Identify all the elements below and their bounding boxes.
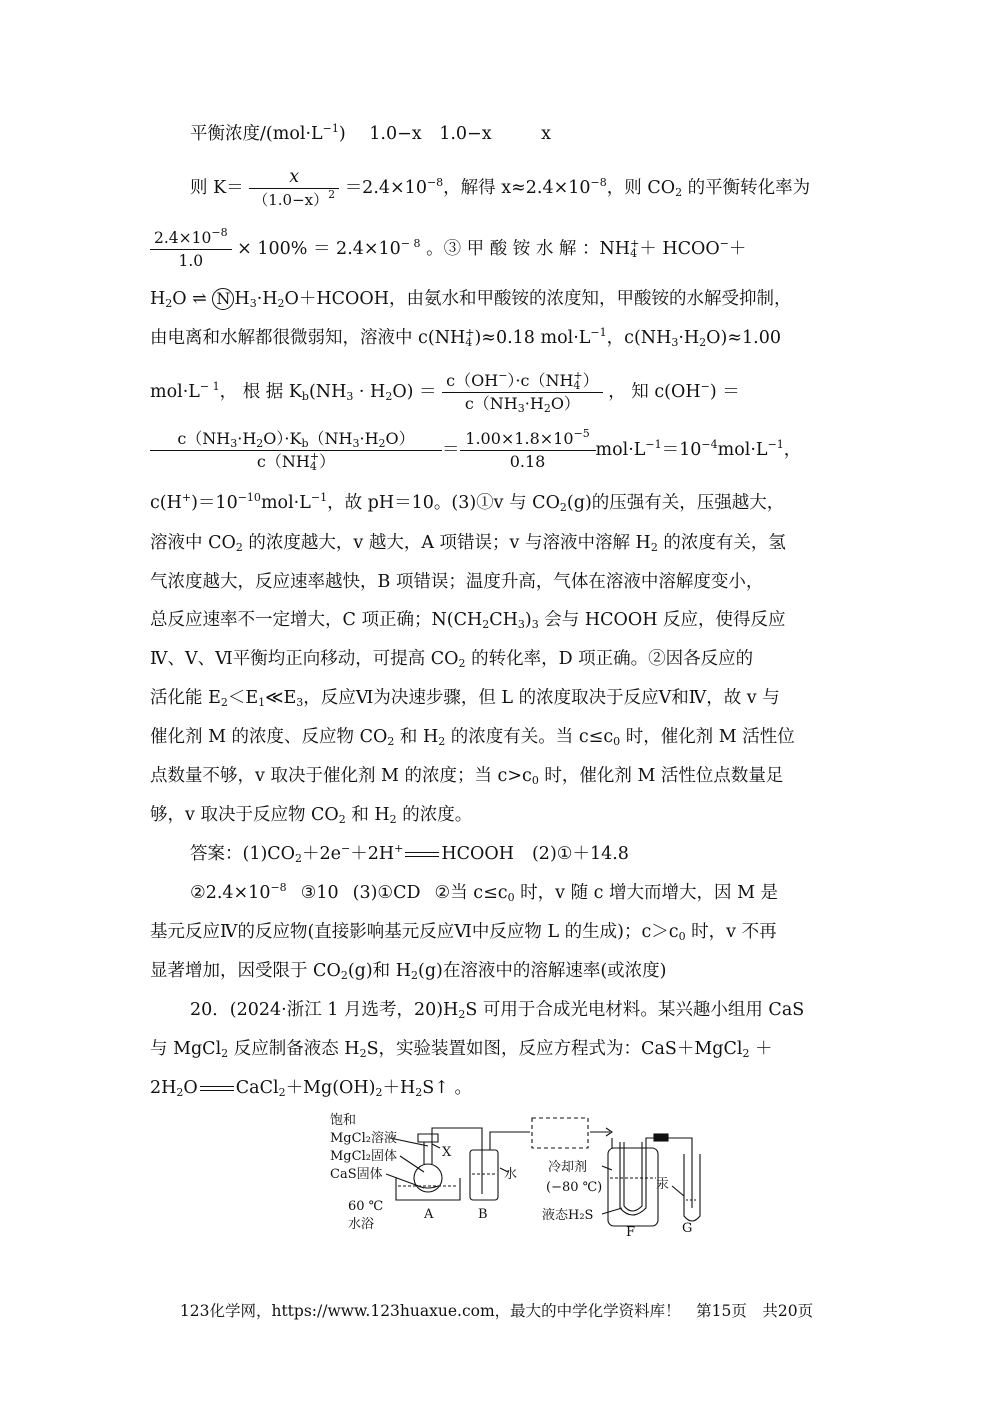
kb-expression-line: $mol\cdot L^{- 1}$， 根 据 $K_b(NH_3 \cdot H_2O)$ ＝ $\frac{c(OH^-)\cdot c(NH_4^+)}{c(NH_3\cdot H_2O)}$ ， 知 c(OH−) ＝: [150, 369, 740, 415]
label-b: B: [478, 1207, 488, 1222]
label-mgcl2-solution: MgCl₂溶液: [330, 1131, 397, 1146]
text-line-9: 溶液中 $CO_2$ 的浓度越大，v 越大，A 项错误；v 与溶液中溶解 $H_2$ 的浓度有关，氢: [150, 533, 786, 554]
label-cas-solid: CaS固体: [330, 1167, 383, 1182]
oh-concentration-line: $\frac{c(NH_3\cdot H_2O)\cdot K_b(NH_3\cdot H_2O)}{c(NH_4^+)}$ ＝ $\frac{1.00\times 1.8\times 10^{-5}}{0.18}$ $mol\cdot L^{-1}=10^{-4}mol\cdot L^{-1}$，: [150, 428, 801, 473]
text-line-15: 点数量不够，v 取决于催化剂 M 的浓度；当 $c>c_0$ 时，催化剂 M 活性位点数量足: [150, 766, 784, 787]
conversion-fraction: $\frac{2.4\times 10^{-8}}{1.0}$: [150, 227, 232, 272]
text-line-16: 够，v 取决于反应物 $CO_2$ 和 $H_2$ 的浓度。: [150, 805, 473, 826]
conversion-rate-line: $\frac{2.4\times 10^{-8}}{1.0}$ × $100\% = 2.4\times 10^{- 8}$ 。③ 甲 酸 铵 水 解 ：$NH_4^++$ HCOO−＋: [150, 227, 746, 272]
label-f: F: [626, 1225, 636, 1240]
label-coolant: 冷却剂: [548, 1160, 588, 1175]
label-coolant-temp: (−80 ℃): [546, 1180, 603, 1195]
text-line-5: 由电离和水解都很微弱知，溶液中 $c(NH_4^+)\approx 0.18$ $mol\cdot L^{-1}$，$c(NH_3\cdot H_2O)\approx 1.00$: [150, 326, 781, 349]
label-saturated: 饱和: [330, 1113, 357, 1128]
question-20-line-2: 与 MgCl$_2$ 反应制备液态 $H_2S$，实验装置如图，反应方程式为：CaS＋MgCl$_2$ ＋: [150, 1039, 773, 1060]
label-mercury: 汞: [656, 1177, 670, 1192]
kb-fraction: $\frac{c(OH^-)\cdot c(NH_4^+)}{c(NH_3\cdot H_2O)}$: [442, 370, 603, 415]
label-water: 水: [504, 1167, 518, 1182]
text-line-11: 总反应速率不一定增大，C 项正确；$N(CH_2CH_3)_3$ 会与 HCOOH 反应，使得反应: [150, 610, 786, 631]
text-line-14: 催化剂 M 的浓度、反应物 $CO_2$ 和 $H_2$ 的浓度有关。当 $c\le c_0$ 时，催化剂 M 活性位: [150, 727, 795, 748]
answer-line-3: 基元反应Ⅳ的反应物(直接影响基元反应Ⅵ中反应物 L 的生成)；$c>c_0$ 时，v 不再: [150, 922, 777, 943]
label-mgcl2-solid: MgCl₂固体: [330, 1149, 397, 1164]
text-line-13: 活化能 $E_2<E_1≪E_3$，反应Ⅵ为决速步骤，但 L 的浓度取决于反应Ⅴ和Ⅳ，故 v 与: [150, 688, 780, 709]
apparatus-labels: [330, 1112, 692, 1240]
label-g: G: [682, 1221, 693, 1236]
text-line-8: $c(H^+)=10^{-10}mol\cdot L^{-1}$，故 pH＝10。(3)①v 与 $CO_2(g)$的压强有关，压强越大，: [150, 491, 785, 514]
k-fraction: $\frac{x}{(1.0-x)^2}$: [249, 166, 339, 211]
oh-fraction: $\frac{c(NH_3\cdot H_2O)\cdot K_b(NH_3\cdot H_2O)}{c(NH_4^+)}$: [150, 428, 442, 473]
text-line-10: 气浓度越大，反应速率越快，B 项错误；温度升高，气体在溶液中溶解度变小，: [150, 572, 764, 592]
hydrolysis-equation-line: $H_2O$ ⇌ N $H_3\cdot H_2O+HCOOH$，由氨水和甲酸铵的浓度知，甲酸铵的水解受抑制，: [150, 289, 792, 310]
label-a: A: [424, 1207, 434, 1222]
text-line-12: Ⅳ、Ⅴ、Ⅵ平衡均正向移动，可提高 $CO_2$ 的转化率，D 项正确。②因各反应的: [150, 649, 754, 670]
label-liquid-h2s: 液态H₂S: [542, 1208, 594, 1223]
equals-sign: [200, 1086, 234, 1091]
page-footer: 123化学网，https://www.123huaxue.com，最大的中学化学资料库！ 第15页 共20页: [179, 1302, 814, 1320]
equilibrium-concentration-row: 平衡浓度$/(mol\cdot L^{-1})$ 1.0−x 1.0−x x: [190, 122, 552, 144]
equilibrium-constant-line: 则 K＝ $\frac{x}{(1.0-x)^2}$ $=2.4\times 10^{-8}$，解得 $x\approx 2.4\times 10^{-8}$，则 $CO_2$ 的平衡转化率为: [190, 167, 811, 209]
label-temperature: 60 ℃: [348, 1199, 384, 1214]
equals-sign: [405, 852, 439, 857]
question-20-line-1: 20．(2024·浙江 1 月选考，$20)H_2S$ 可用于合成光电材料。某兴趣小组用 CaS: [190, 1000, 805, 1021]
circled-letter: N: [212, 288, 234, 310]
numeric-fraction: $\frac{1.00\times 1.8\times 10^{-5}}{0.18}$: [460, 428, 596, 473]
apparatus-diagram: [320, 1108, 720, 1243]
answer-line-2: $②2.4\times 10^{-8}$ ③10 (3)①CD ②当 $c\le c_0$ 时，v 随 c 增大而增大，因 M 是: [190, 881, 779, 904]
label-x: X: [442, 1145, 452, 1160]
answer-line-1: 答案：$(1)CO_2+2e^-+2H^+$ HCOOH (2)①＋14.8: [190, 842, 629, 865]
question-20-line-3: $2H_2O$ $CaCl_2+Mg(OH)_2+H_2S↑$ 。: [150, 1078, 472, 1099]
label-water-bath: 水浴: [348, 1217, 375, 1232]
answer-line-4: 显著增加，因受限于 $CO_2(g)$和 $H_2(g)$在溶液中的溶解速率(或浓度): [150, 961, 667, 982]
